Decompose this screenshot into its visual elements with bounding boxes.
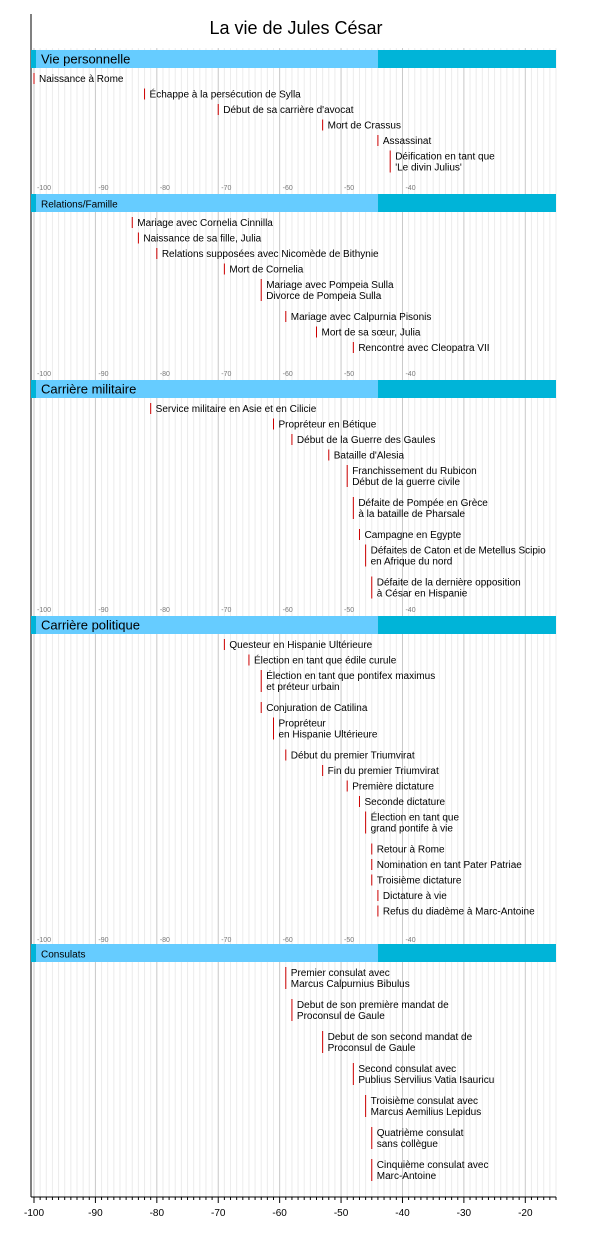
section-band-edge [31, 194, 36, 212]
event-label: Début de la Guerre des Gaules [296, 435, 436, 446]
section-tick-label: -90 [98, 371, 109, 378]
event-label: Dictature à vie [382, 891, 447, 902]
event-label: grand pontife à vie [370, 823, 453, 835]
event-3-13 [378, 890, 447, 902]
section-band-edge [31, 380, 36, 398]
event-3-7 [347, 781, 434, 793]
event-label: Première dictature [352, 781, 434, 793]
event-label: Naissance à Rome [39, 74, 124, 85]
event-label: Quatrième consulat [376, 1128, 464, 1139]
event-3-4 [274, 718, 378, 741]
event-3-3 [261, 702, 368, 714]
section-tick-label: -70 [221, 185, 232, 192]
x-tick-label: -100 [23, 1208, 45, 1219]
event-label: Mort de sa sœur, Julia [321, 327, 421, 339]
event-1-2 [157, 248, 379, 260]
event-4-1 [292, 999, 449, 1022]
section-1 [31, 194, 556, 378]
event-0-0 [34, 73, 124, 85]
event-label: Début du premier Triumvirat [290, 750, 415, 762]
section-tick-label: -100 [37, 937, 52, 944]
section-band-edge [31, 50, 36, 68]
event-0-2 [218, 104, 354, 116]
event-label: Élection en tant que [370, 812, 460, 824]
event-label: à César en Hispanie [376, 588, 468, 600]
event-2-8 [372, 577, 521, 600]
event-label: Troisième consulat avec [370, 1096, 479, 1107]
section-label: Relations/Famille [41, 199, 118, 211]
section-band-dark [378, 194, 556, 212]
section-band-dark [378, 380, 556, 398]
section-2 [31, 380, 556, 614]
section-tick-label: -60 [282, 937, 293, 944]
event-label: Fin du premier Triumvirat [327, 766, 439, 777]
event-label: Franchissement du Rubicon [352, 466, 477, 477]
event-1-4 [261, 279, 394, 302]
event-3-6 [323, 765, 439, 777]
event-4-0 [286, 967, 410, 990]
event-label: Refus du diadème à Marc-Antoine [382, 906, 535, 918]
event-label: à la bataille de Pharsale [358, 509, 466, 520]
event-4-6 [372, 1159, 489, 1182]
event-label: Mariage avec Calpurnia Pisonis [290, 312, 432, 323]
event-1-7 [353, 342, 489, 354]
event-3-8 [359, 796, 445, 808]
section-tick-label: -70 [221, 937, 232, 944]
event-label: Début de sa carrière d'avocat [223, 105, 354, 116]
section-tick-label: -60 [282, 185, 293, 192]
section-band-edge [31, 944, 36, 962]
event-label: Seconde dictature [364, 797, 446, 808]
event-label: Proconsul de Gaule [296, 1011, 385, 1022]
event-label: Publius Servilius Vatia Isauricu [358, 1075, 495, 1086]
event-label: Élection en tant que édile curule [253, 655, 397, 667]
event-label: Mort de Cornelia [229, 264, 304, 276]
event-3-9 [366, 811, 460, 835]
event-1-5 [286, 311, 432, 323]
section-band-dark [378, 50, 556, 68]
event-label: Début de la guerre civile [352, 477, 461, 488]
event-label: Marcus Aemilius Lepidus [370, 1107, 482, 1118]
event-label: Troisième dictature [376, 875, 462, 887]
x-tick-label: -70 [211, 1208, 226, 1219]
event-label: Propréteur [278, 718, 326, 730]
event-label: Debut de son second mandat de [327, 1032, 473, 1043]
event-4-4 [366, 1095, 482, 1118]
section-label: Consulats [41, 949, 86, 961]
section-tick-label: -100 [37, 185, 52, 192]
event-1-3 [224, 264, 303, 276]
event-label: et préteur urbain [266, 682, 340, 693]
event-label: Mariage avec Pompeia Sulla [266, 280, 394, 291]
event-label: Relations supposées avec Nicomède de Bithynie [161, 249, 379, 260]
section-tick-label: -90 [98, 937, 109, 944]
event-label: Rencontre avec Cleopatra VII [358, 343, 490, 354]
event-2-6 [359, 529, 461, 541]
event-1-6 [316, 327, 420, 339]
section-tick-label: -40 [405, 371, 416, 378]
section-tick-label: -50 [344, 937, 355, 944]
x-tick-label: -30 [456, 1208, 472, 1219]
section-tick-label: -50 [344, 185, 355, 192]
event-0-4 [378, 135, 432, 147]
event-label: Marc-Antoine [376, 1171, 437, 1182]
event-label: sans collègue [376, 1139, 438, 1150]
section-tick-label: -80 [159, 371, 170, 378]
event-label: Assassinat [382, 136, 432, 147]
section-tick-label: -50 [344, 607, 355, 614]
event-label: Nomination en tant Pater Patriae [376, 860, 522, 871]
event-label: Second consulat avec [358, 1064, 457, 1075]
section-tick-label: -70 [221, 371, 232, 378]
event-1-0 [132, 217, 273, 229]
section-tick-label: -100 [37, 371, 52, 378]
section-tick-label: -60 [282, 371, 293, 378]
event-label: Élection en tant que pontifex maximus [266, 671, 436, 682]
event-label: Propréteur en Bétique [278, 419, 377, 431]
x-tick-label: -80 [149, 1208, 165, 1219]
event-label: Mort de Crassus [327, 120, 401, 132]
section-4 [31, 944, 556, 1182]
event-2-1 [274, 419, 377, 431]
event-4-5 [372, 1127, 464, 1150]
section-tick-label: -70 [221, 607, 232, 614]
section-band-dark [378, 944, 556, 962]
section-tick-label: -90 [98, 185, 109, 192]
event-4-3 [353, 1063, 494, 1086]
section-label: Carrière politique [41, 617, 140, 633]
section-tick-label: -100 [37, 607, 52, 614]
section-tick-label: -40 [405, 607, 416, 614]
event-0-3 [323, 120, 401, 132]
section-tick-label: -40 [405, 937, 416, 944]
section-band-edge [31, 616, 36, 634]
event-label: Mariage avec Cornelia Cinnilla [137, 218, 273, 229]
event-3-10 [372, 844, 445, 856]
chart-title: La vie de Jules César [209, 18, 383, 38]
section-label: Carrière militaire [41, 381, 137, 397]
event-1-1 [138, 233, 261, 245]
event-label: Déification en tant que [395, 151, 495, 163]
x-tick-label: -60 [272, 1208, 287, 1219]
event-3-12 [372, 875, 462, 887]
event-4-2 [323, 1031, 473, 1054]
event-label: en Afrique du nord [370, 556, 453, 568]
event-label: Service militaire en Asie et en Cilicie [155, 404, 317, 415]
event-0-5 [390, 151, 495, 174]
section-tick-label: -60 [282, 607, 293, 614]
section-label: Vie personnelle [41, 51, 131, 67]
event-3-1 [249, 654, 397, 667]
x-tick-label: -20 [518, 1208, 533, 1219]
section-3 [31, 616, 556, 944]
event-label: Échappe à la persécution de Sylla [149, 89, 301, 101]
event-3-0 [224, 639, 372, 651]
event-2-3 [329, 450, 405, 462]
x-axis [24, 1197, 556, 1219]
event-3-11 [372, 859, 523, 871]
event-label: Défaite de Pompée en Grèce [358, 498, 488, 509]
event-label: Campagne en Egypte [364, 530, 462, 541]
event-label: Défaites de Caton et de Metellus Scipio [370, 545, 546, 557]
grid-lines [31, 14, 556, 1197]
section-tick-label: -40 [405, 185, 416, 192]
sections-layer [31, 50, 556, 1182]
section-0 [31, 50, 556, 192]
event-label: 'Le divin Julius' [395, 162, 462, 174]
event-label: Retour à Rome [376, 844, 445, 856]
x-tick-label: -90 [88, 1208, 103, 1219]
event-label: Conjuration de Catilina [266, 703, 368, 714]
event-2-4 [347, 465, 477, 488]
event-0-1 [145, 88, 302, 101]
event-label: Marcus Calpurnius Bibulus [290, 979, 410, 990]
section-tick-label: -80 [159, 607, 170, 614]
event-label: Cinquième consulat avec [376, 1160, 489, 1171]
section-band-dark [378, 616, 556, 634]
event-label: Questeur en Hispanie Ultérieure [229, 640, 373, 651]
event-2-5 [353, 497, 488, 520]
event-label: Défaite de la dernière opposition [376, 577, 521, 589]
event-3-14 [378, 906, 535, 918]
x-tick-label: -40 [395, 1208, 410, 1219]
event-2-2 [292, 434, 435, 446]
section-tick-label: -50 [344, 371, 355, 378]
event-label: en Hispanie Ultérieure [278, 729, 378, 741]
x-tick-label: -50 [333, 1208, 349, 1219]
event-3-5 [286, 750, 415, 762]
event-2-0 [151, 403, 317, 415]
event-label: Premier consulat avec [290, 968, 390, 979]
event-label: Proconsul de Gaule [327, 1043, 416, 1054]
event-label: Bataille d'Alesia [333, 450, 405, 462]
section-tick-label: -90 [98, 607, 109, 614]
section-tick-label: -80 [159, 937, 170, 944]
event-label: Divorce de Pompeia Sulla [266, 291, 382, 302]
event-label: Naissance de sa fille, Julia [143, 233, 262, 245]
section-tick-label: -80 [159, 185, 170, 192]
event-label: Debut de son première mandat de [296, 1000, 449, 1011]
